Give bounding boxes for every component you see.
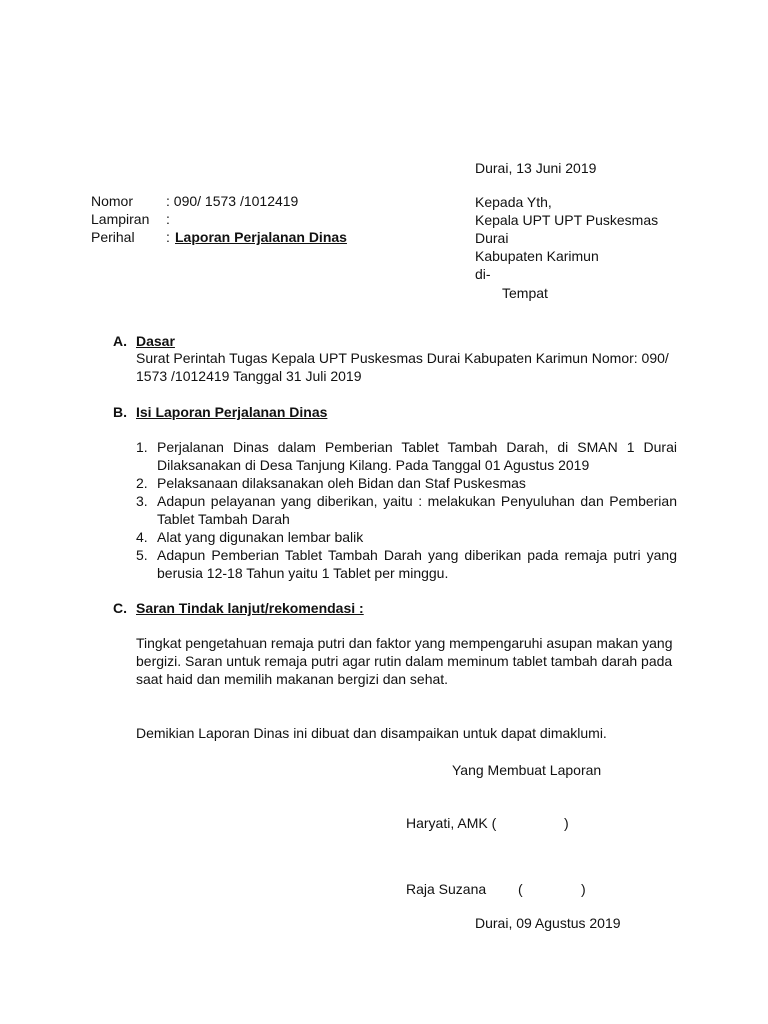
list-item-text: Pelaksanaan dilaksanakan oleh Bidan dan Staf Puskesmas <box>157 475 526 491</box>
list-item <box>136 528 677 546</box>
signer-1-close: ) <box>564 815 569 831</box>
report-maker-label: Yang Membuat Laporan <box>452 762 602 778</box>
lampiran-value: : <box>166 211 170 227</box>
signer-2-open: ( <box>518 881 523 897</box>
perihal-label: Perihal <box>91 229 135 245</box>
lampiran-label: Lampiran <box>91 211 150 227</box>
section-c-body: Tingkat pengetahuan remaja putri dan faktor yang mempengaruhi asupan makan yang bergizi. Saran untuk remaja putri agar rutin dalam meminum tablet tambah darah pada saat haid dan memilih makanan bergizi dan sehat. <box>136 635 673 687</box>
signer-1-name: Haryati, AMK ( <box>406 815 497 831</box>
section-b-list <box>136 438 677 582</box>
list-item-text: Adapun pelayanan yang diberikan, yaitu : melakukan Penyuluhan dan Pemberian Tablet Tambah Darah <box>157 493 677 527</box>
list-item-text: Perjalanan Dinas dalam Pemberian Tablet Tambah Darah, di SMAN 1 Durai Dilaksanakan di Desa Tanjung Kilang. Pada Tanggal 01 Agustus 2019 <box>157 439 677 473</box>
list-item <box>136 546 677 582</box>
list-item <box>136 438 677 474</box>
list-item <box>136 492 677 528</box>
section-a-letter: A. <box>113 333 127 349</box>
recipient-line-3: Durai <box>475 230 509 246</box>
section-b-title: Isi Laporan Perjalanan Dinas <box>136 404 328 420</box>
perihal-value: Laporan Perjalanan Dinas <box>175 229 347 245</box>
recipient-line-5: di- <box>475 266 491 282</box>
recipient-line-6: Tempat <box>502 285 548 301</box>
list-item-number: 5. <box>136 547 148 563</box>
nomor-value: : 090/ 1573 /1012419 <box>166 193 299 209</box>
signature-date: Durai, 09 Agustus 2019 <box>475 915 621 931</box>
list-item-number: 4. <box>136 529 148 545</box>
recipient-line-2: Kepala UPT UPT Puskesmas <box>475 212 659 228</box>
section-a-title: Dasar <box>136 333 175 349</box>
list-item-number: 1. <box>136 439 148 455</box>
closing-statement: Demikian Laporan Dinas ini dibuat dan disampaikan untuk dapat dimaklumi. <box>136 725 607 741</box>
perihal-colon: : <box>166 229 170 245</box>
nomor-label: Nomor <box>91 193 134 209</box>
list-item-text: Alat yang digunakan lembar balik <box>157 529 364 545</box>
list-item-number: 2. <box>136 475 148 491</box>
section-c-letter: C. <box>113 600 127 616</box>
recipient-line-1: Kepada Yth, <box>475 194 552 210</box>
list-item-number: 3. <box>136 493 148 509</box>
section-a-body: Surat Perintah Tugas Kepala UPT Puskesmas Durai Kabupaten Karimun Nomor: 090/ 1573 /1012419 Tanggal 31 Juli 2019 <box>136 350 669 384</box>
list-item <box>136 474 677 492</box>
section-c-title: Saran Tindak lanjut/rekomendasi : <box>136 600 364 616</box>
recipient-line-4: Kabupaten Karimun <box>475 248 599 264</box>
signer-2-close: ) <box>581 881 586 897</box>
list-item-text: Adapun Pemberian Tablet Tambah Darah yang diberikan pada remaja putri yang berusia 12-18 Tahun yaitu 1 Tablet per minggu. <box>157 547 677 581</box>
letter-date: Durai, 13 Juni 2019 <box>475 160 597 176</box>
signer-2-name: Raja Suzana <box>406 881 487 897</box>
section-b-letter: B. <box>113 404 127 420</box>
